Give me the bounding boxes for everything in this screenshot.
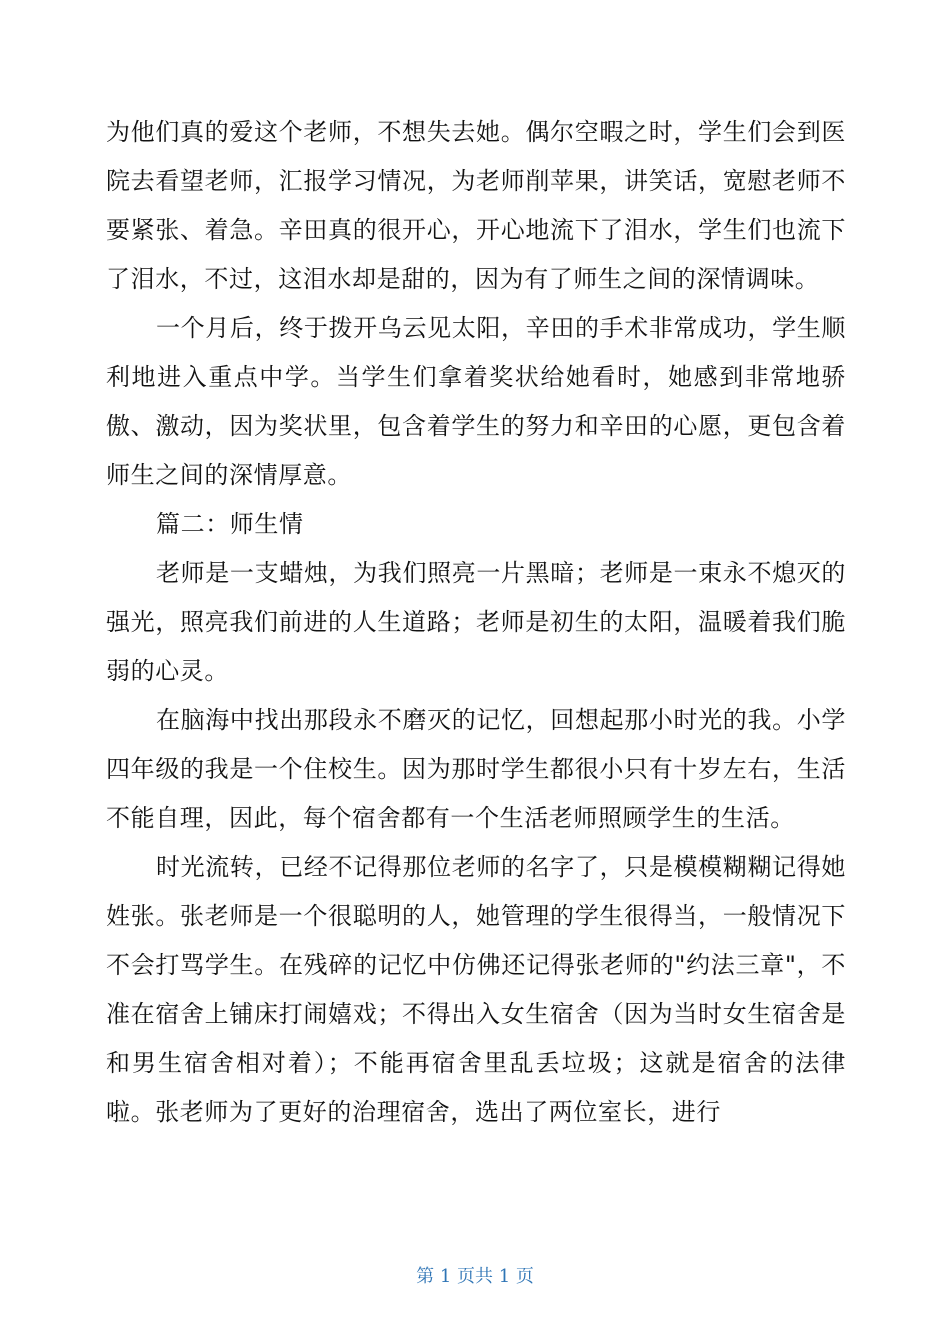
paragraph-4: 在脑海中找出那段永不磨灭的记忆，回想起那小时光的我。小学四年级的我是一个住校生。因为那时学生都很小只有十岁左右，生活不能自理，因此，每个宿舍都有一个生活老师照顾学生的生活。 — [106, 706, 846, 832]
paragraph-1: 为他们真的爱这个老师，不想失去她。偶尔空暇之时，学生们会到医院去看望老师，汇报学习情况，为老师削苹果，讲笑话，宽慰老师不要紧张、着急。辛田真的很开心，开心地流下了泪水，学生们也流下了泪水，不过，这泪水却是甜的，因为有了师生之间的深情调味。 — [106, 118, 846, 293]
document-body — [106, 108, 846, 1137]
page-number-label: 第 1 页共 1 页 — [416, 1266, 534, 1287]
page-footer — [0, 1262, 950, 1288]
paragraph-2: 一个月后，终于拨开乌云见太阳，辛田的手术非常成功，学生顺利地进入重点中学。当学生们拿着奖状给她看时，她感到非常地骄傲、激动，因为奖状里，包含着学生的努力和辛田的心愿，更包含着师生之间的深情厚意。 — [106, 314, 846, 489]
paragraph-5: 时光流转，已经不记得那位老师的名字了，只是模模糊糊记得她姓张。张老师是一个很聪明的人，她管理的学生很得当，一般情况下不会打骂学生。在残碎的记忆中仿佛还记得张老师的"约法三章"，不准在宿舍上铺床打闹嬉戏；不得出入女生宿舍（因为当时女生宿舍是和男生宿舍相对着）；不能再宿舍里乱丢垃圾；这就是宿舍的法律啦。张老师为了更好的治理宿舍，选出了两位室长，进行 — [106, 853, 846, 1126]
section-heading: 篇二：师生情 — [156, 510, 304, 538]
paragraph-3: 老师是一支蜡烛，为我们照亮一片黑暗；老师是一束永不熄灭的强光，照亮我们前进的人生道路；老师是初生的太阳，温暖着我们脆弱的心灵。 — [106, 559, 846, 685]
